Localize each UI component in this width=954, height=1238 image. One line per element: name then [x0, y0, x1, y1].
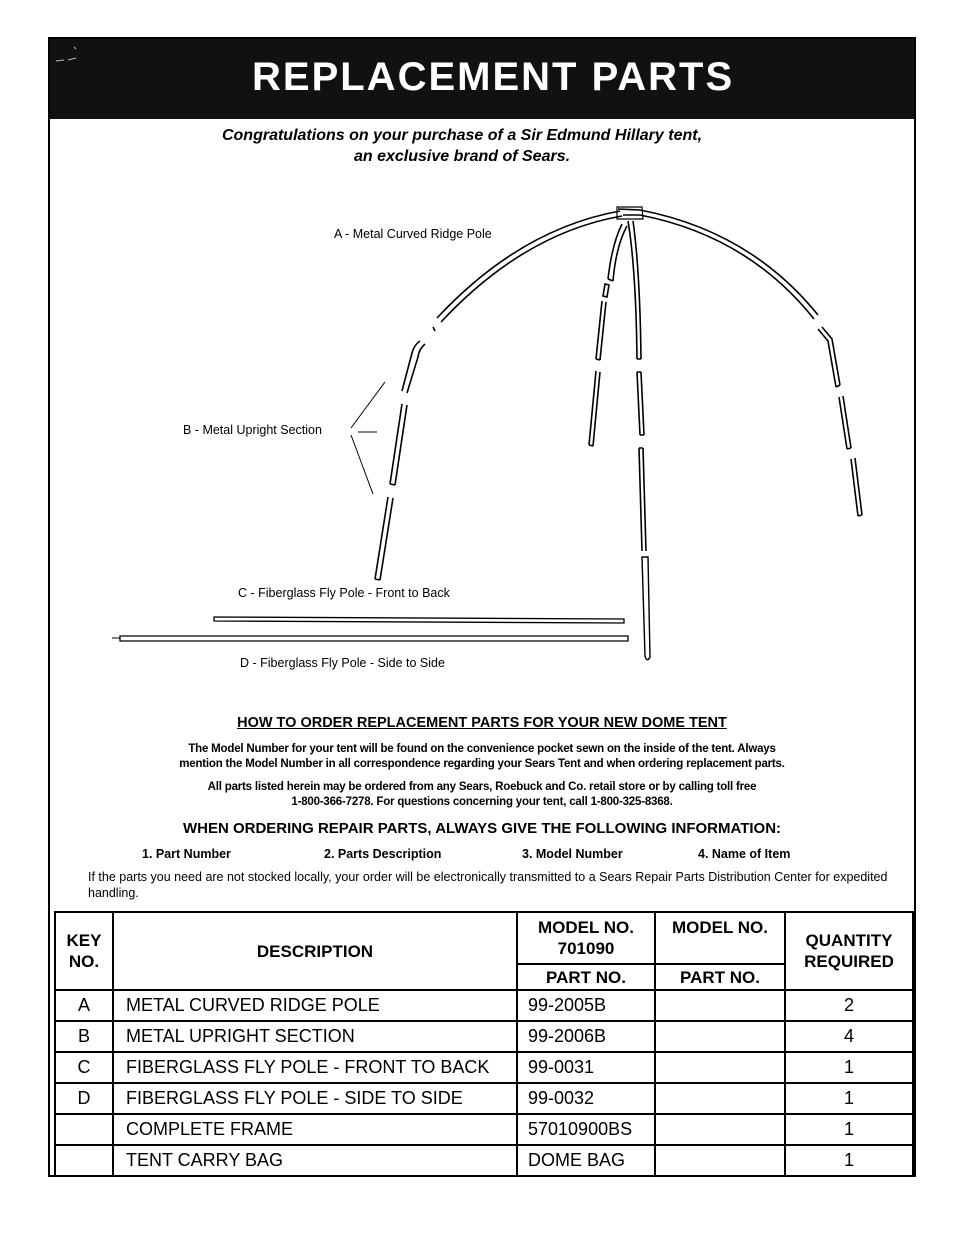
cell-part-no-2 — [655, 1114, 785, 1145]
cell-part-no: 99-0032 — [517, 1083, 655, 1114]
cell-quantity: 1 — [785, 1052, 913, 1083]
model-number-line-2: mention the Model Number in all correspondence regarding your Sears Tent and when ordering replacement parts. — [179, 758, 785, 770]
table-row — [55, 990, 913, 1021]
side-to-side-pole-illustration — [112, 617, 628, 641]
ordering-line-2: 1-800-366-7278. For questions concerning your tent, call 1-800-325-8368. — [291, 796, 673, 808]
cell-description: TENT CARRY BAG — [113, 1145, 517, 1176]
table-row — [55, 1114, 913, 1145]
distribution-note: If the parts you need are not stocked locally, your order will be electronically transmitted to a Sears Repair Parts Distribution Center for expedited handling. — [88, 870, 888, 900]
header-qty-line-2: REQUIRED — [804, 952, 894, 971]
cell-part-no-2 — [655, 1052, 785, 1083]
header-model-1-line-2: 701090 — [557, 939, 615, 958]
cell-key: B — [55, 1021, 113, 1052]
model-number-paragraph — [70, 742, 894, 772]
pole-diagram — [50, 39, 914, 679]
cell-key: A — [55, 990, 113, 1021]
right-upright-illustration — [818, 327, 862, 516]
header-part-no-1: PART NO. — [517, 964, 655, 990]
header-key-no — [55, 912, 113, 990]
cell-part-no-2 — [655, 990, 785, 1021]
ordering-line-1: All parts listed herein may be ordered from any Sears, Roebuck and Co. retail store or by calling toll free — [207, 781, 757, 793]
cell-description: METAL UPRIGHT SECTION — [113, 1021, 517, 1052]
upright-pointer-lines — [351, 382, 385, 494]
label-side-to-side-pole: D - Fiberglass Fly Pole - Side to Side — [240, 656, 445, 670]
cell-part-no: DOME BAG — [517, 1145, 655, 1176]
info-item-model-number: 3. Model Number — [522, 847, 623, 861]
front-upright-illustration — [589, 224, 627, 446]
left-upright-illustration — [375, 327, 435, 580]
cell-part-no-2 — [655, 1145, 785, 1176]
how-to-order-heading: HOW TO ORDER REPLACEMENT PARTS FOR YOUR NEW DOME TENT — [237, 715, 727, 731]
page-frame — [48, 37, 916, 1177]
intro-line-1: Congratulations on your purchase of a Sir Edmund Hillary tent, — [221, 127, 703, 144]
cell-description: COMPLETE FRAME — [113, 1114, 517, 1145]
cell-description: FIBERGLASS FLY POLE - FRONT TO BACK — [113, 1052, 517, 1083]
ridge-pole-illustration — [437, 207, 818, 322]
label-upright-section: B - Metal Upright Section — [183, 423, 322, 437]
cell-part-no-2 — [655, 1021, 785, 1052]
header-part-no-2: PART NO. — [655, 964, 785, 990]
cell-quantity: 1 — [785, 1083, 913, 1114]
cell-quantity: 4 — [785, 1021, 913, 1052]
cell-description: METAL CURVED RIDGE POLE — [113, 990, 517, 1021]
table-header-row — [55, 912, 913, 964]
cell-quantity: 1 — [785, 1114, 913, 1145]
cell-part-no: 99-0031 — [517, 1052, 655, 1083]
cell-description: FIBERGLASS FLY POLE - SIDE TO SIDE — [113, 1083, 517, 1114]
cell-key: D — [55, 1083, 113, 1114]
header-qty-line-1: QUANTITY — [805, 931, 893, 950]
info-item-parts-description: 2. Parts Description — [324, 847, 442, 861]
cell-quantity: 2 — [785, 990, 913, 1021]
cell-part-no: 99-2006B — [517, 1021, 655, 1052]
parts-table — [54, 911, 914, 1177]
cell-quantity: 1 — [785, 1145, 913, 1176]
header-model-1-line-1: MODEL NO. — [537, 918, 635, 937]
cell-key — [55, 1114, 113, 1145]
label-ridge-pole: A - Metal Curved Ridge Pole — [334, 227, 492, 241]
cell-part-no: 57010900BS — [517, 1114, 655, 1145]
cell-key: C — [55, 1052, 113, 1083]
model-number-line-1: The Model Number for your tent will be found on the convenience pocket sewn on the inside of the tent. Always — [188, 743, 776, 755]
intro-line-2: an exclusive brand of Sears. — [353, 148, 571, 165]
table-row — [55, 1052, 913, 1083]
info-item-name-of-item: 4. Name of Item — [698, 847, 791, 861]
header-quantity — [785, 912, 913, 990]
header-model-no-2: MODEL NO. — [655, 912, 785, 964]
header-description: DESCRIPTION — [113, 912, 517, 990]
cell-key — [55, 1145, 113, 1176]
table-row — [55, 1083, 913, 1114]
header-model-no-1 — [517, 912, 655, 964]
page-title: REPLACEMENT PARTS — [252, 55, 735, 99]
ordering-info-heading: WHEN ORDERING REPAIR PARTS, ALWAYS GIVE THE FOLLOWING INFORMATION: — [182, 820, 782, 837]
table-row — [55, 1145, 913, 1176]
label-front-to-back-pole: C - Fiberglass Fly Pole - Front to Back — [238, 586, 450, 600]
ordering-paragraph — [70, 780, 894, 810]
cell-part-no: 99-2005B — [517, 990, 655, 1021]
info-item-part-number: 1. Part Number — [142, 847, 231, 861]
header-key-line-1: KEY — [66, 931, 102, 950]
header-key-line-2: NO. — [68, 952, 100, 971]
front-to-back-pole-illustration — [628, 221, 650, 660]
cell-part-no-2 — [655, 1083, 785, 1114]
table-row — [55, 1021, 913, 1052]
